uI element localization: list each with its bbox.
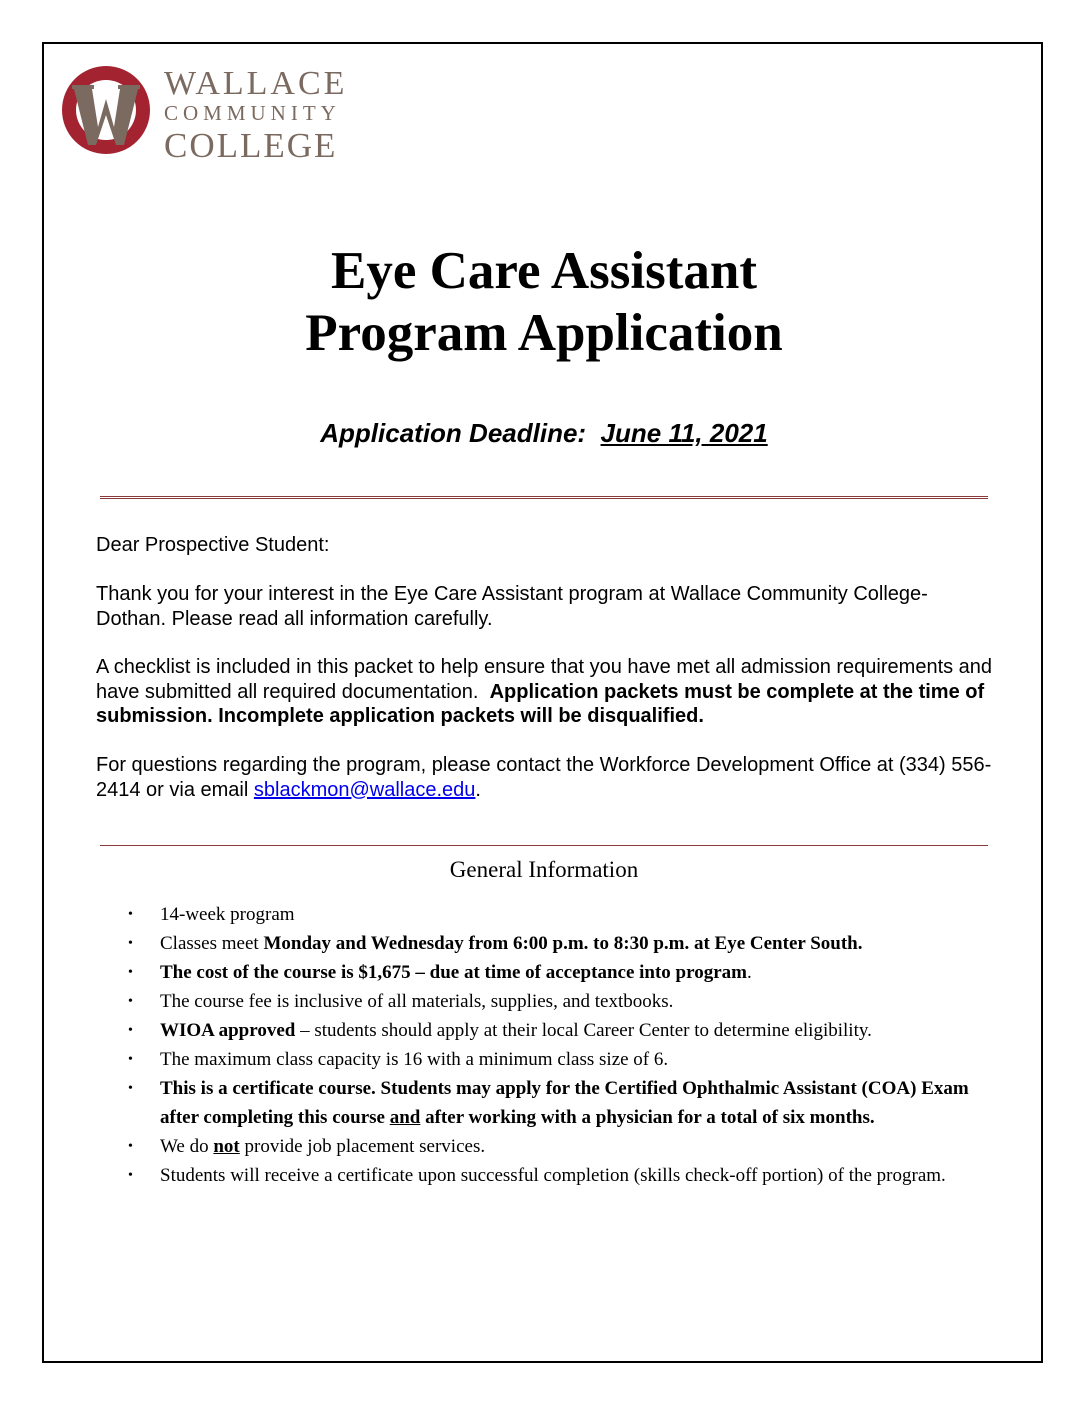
contact-email-link[interactable]: sblackmon@wallace.edu xyxy=(253,778,476,801)
college-logo xyxy=(60,65,360,165)
list-item xyxy=(0,1132,990,1161)
title-line-1: Eye Care Assistant xyxy=(331,242,757,300)
bullet-text: The course fee is inclusive of all materials, supplies, and textbooks. xyxy=(160,991,674,1012)
bullet-text: 14-week program xyxy=(160,904,295,925)
list-item xyxy=(0,900,990,929)
salutation: Dear Prospective Student: xyxy=(96,534,330,556)
bullet-icon: • xyxy=(128,1168,133,1183)
application-deadline xyxy=(0,418,1088,449)
bullet-bold-text: WIOA approved xyxy=(160,1020,296,1041)
deadline-label: Application Deadline: xyxy=(320,418,587,448)
bullet-icon: • xyxy=(128,936,133,951)
bullet-text: – students should apply at their local Career Center to determine eligibility. xyxy=(300,1020,872,1041)
bullet-icon: • xyxy=(128,965,133,980)
bullet-text: The maximum class capacity is 16 with a minimum class size of 6. xyxy=(160,1049,669,1070)
bullet-icon: • xyxy=(128,994,133,1009)
contact-paragraph xyxy=(96,753,996,802)
bullet-icon: • xyxy=(128,907,133,922)
title-line-2: Program Application xyxy=(305,304,783,362)
list-item xyxy=(0,1161,990,1190)
list-item xyxy=(0,958,990,987)
bullet-icon: • xyxy=(128,1023,133,1038)
logo-line-community: COMMUNITY xyxy=(164,101,341,125)
college-wordmark xyxy=(164,67,347,163)
bullet-underlined-text: and xyxy=(389,1107,421,1128)
checklist-paragraph xyxy=(96,655,996,729)
list-item xyxy=(0,1016,990,1045)
page-title xyxy=(0,240,1088,364)
bullet-icon: • xyxy=(128,1052,133,1067)
bullet-bold-text: Monday and Wednesday from 6:00 p.m. to 8:30 p.m. at Eye Center South. xyxy=(263,933,863,954)
general-info-heading: General Information xyxy=(449,857,639,882)
contact-text: For questions regarding the program, please contact the Workforce Development Office at (334) 556-2414 or via email xyxy=(96,754,992,801)
checklist-warning: Application packets must be complete at the time of submission. Incomplete application packets will be disqualified. xyxy=(96,680,985,727)
college-seal-icon xyxy=(60,65,156,155)
divider-top xyxy=(100,496,988,499)
bullet-text: Classes meet xyxy=(160,933,259,954)
bullet-bold-text: The cost of the course is $1,675 – due at time of acceptance into program xyxy=(160,962,747,983)
thanks-paragraph: Thank you for your interest in the Eye Care Assistant program at Wallace Community College-Dothan. Please read all information carefully. xyxy=(96,583,928,630)
list-item xyxy=(0,1074,990,1132)
bullet-text: We do xyxy=(160,1136,209,1157)
bullet-text: Students will receive a certificate upon successful completion (skills check-off portion) of the program. xyxy=(160,1165,946,1186)
general-info-list xyxy=(0,900,1088,1190)
list-item xyxy=(0,987,990,1016)
deadline-date: June 11, 2021 xyxy=(600,418,768,448)
bullet-bold-text: This is a certificate course. Students may apply for the Certified Ophthalmic Assistant (COA) Exam after completing this course xyxy=(160,1078,969,1128)
divider-middle xyxy=(100,845,988,846)
bullet-bold-text-2: after working with a physician for a total of six months. xyxy=(425,1107,875,1128)
bullet-underlined-text: not xyxy=(213,1136,240,1157)
contact-end: . xyxy=(475,778,481,801)
logo-line-college: COLLEGE xyxy=(164,126,338,165)
logo-line-wallace: WALLACE xyxy=(164,65,348,102)
bullet-text-end: . xyxy=(746,962,752,983)
checklist-text: A checklist is included in this packet to help ensure that you have met all admission requirements and have submitted all required documentation. xyxy=(96,656,993,703)
list-item xyxy=(0,929,990,958)
bullet-icon: • xyxy=(128,1081,133,1096)
bullet-icon: • xyxy=(128,1139,133,1154)
bullet-text-2: provide job placement services. xyxy=(244,1136,486,1157)
list-item xyxy=(0,1045,990,1074)
